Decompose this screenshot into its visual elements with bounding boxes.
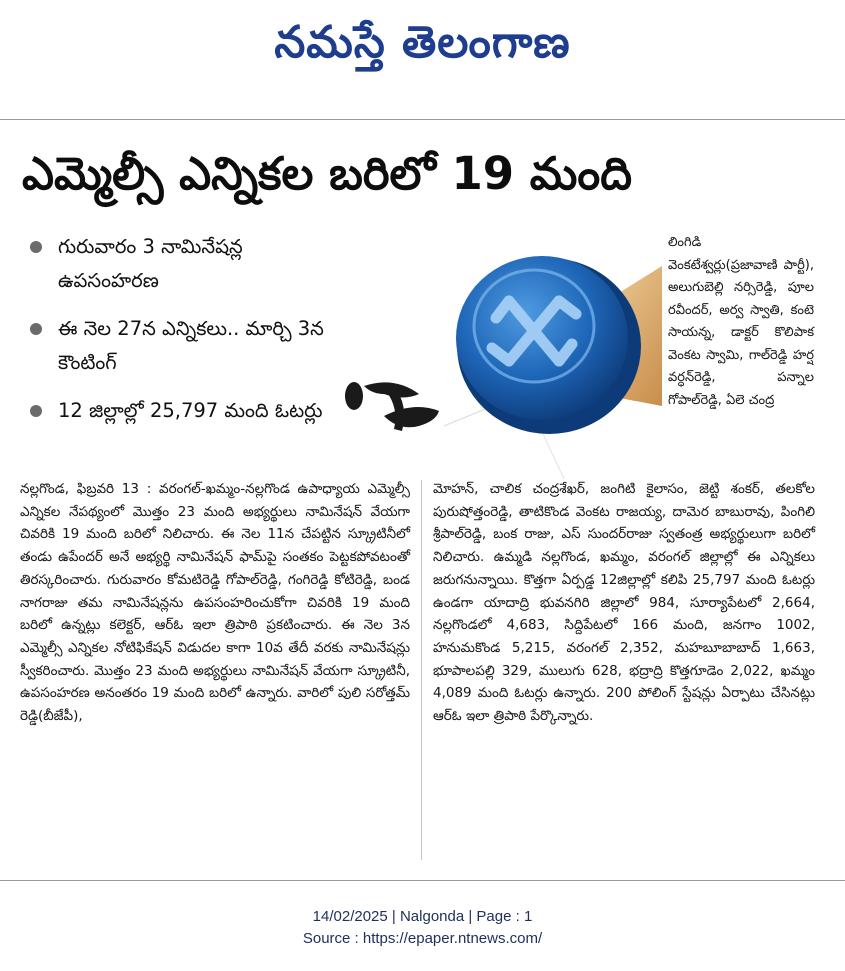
- highlight-text: 12 జిల్లాల్లో 25,797 మంది ఓటర్లు: [58, 399, 323, 422]
- footer-date-edition: 14/02/2025 | Nalgonda | Page : 1: [312, 908, 533, 925]
- masthead: [0, 0, 845, 86]
- ballot-stamp-photo: [324, 226, 662, 479]
- bullet-icon: [30, 323, 42, 335]
- page-footer: [0, 906, 845, 950]
- bullet-icon: [30, 405, 42, 417]
- highlight-text: ఈ నెల 27న ఎన్నికలు.. మార్చి 3న కౌంటింగ్: [58, 317, 324, 374]
- highlight-text: గురువారం 3 నామినేషన్ల ఉపసంహరణ: [58, 235, 243, 292]
- top-divider: [0, 119, 845, 120]
- article-column-left: నల్లగొండ, ఫిబ్రవరి 13 : వరంగల్‌-ఖమ్మం-నల్లగొండ ఉపాధ్యాయ ఎమ్మెల్సీ ఎన్నికల నేపథ్యంలో మొత్తం 23 మంది అభ్యర్థులు నామినేషన్ వేయగా చివరికి 19 మంది బరిలో నిలిచారు. ఈ నెల 11న చేపట్టిన స్క్రూటినీలో తండు ఉపేందర్ అనే అభ్యర్థి నామినేషన్ ఫామ్‌పై సంతకం పెట్టకపోవటంతో తిరస్కరించారు. గురువారం కోమటిరెడ్డి గోపాల్‌రెడ్డి, గంగిరెడ్డి కోటిరెడ్డి, బండ నాగరాజు తమ నామినేషన్లను ఉపసంహరించుకోగా చివరికి 19 మంది బరిలో ఉన్నట్లు కలెక్టర్, ఆర్‌ఓ ఇలా త్రిపాఠి ప్రకటించారు. ఈ నెల 3న ఎమ్మెల్సీ ఎన్నికల నోటిఫికేషన్ విడుదల కాగా 10వ తేదీ వరకు నామినేషన్లు స్వీకరించారు. మొత్తం 23 మంది అభ్యర్థులు నామినేషన్ వేయగా స్క్రూటినీ, ఉపసంహరణ అనంతరం 19 మంది బరిలో ఉన్నారు. వారిలో పులి సరోత్తమ్ రెడ్డి(బీజేపీ),: [20, 481, 410, 725]
- highlight-item: [26, 312, 326, 380]
- column-divider: [421, 480, 422, 860]
- bullet-icon: [30, 241, 42, 253]
- article-column-right-bottom: మోహన్, చాలిక చంద్రశేఖర్, జంగిటి కైలాసం, జెట్టి శంకర్, తలకోల పురుషోత్తంరెడ్డి, తాటికొండ వెంకట రాజయ్య, దామెర బాబురావు, పింగిలి శ్రీపాల్‌రెడ్డి, బంక రాజు, ఎస్ సుందర్‌రాజు స్వతంత్ర అభ్యర్థులుగా బరిలో నిలిచారు. ఉమ్మడి నల్లగొండ, ఖమ్మం, వరంగల్ జిల్లాల్లో ఈ ఎన్నికలు జరుగనున్నాయి. కొత్తగా ఏర్పడ్డ 12జిల్లాల్లో కలిపి 25,797 మంది ఓటర్లు ఉండగా యాదాద్రి భువనగిరి జిల్లాలో 984, సూర్యాపేటలో 2,664, నల్లగొండలో 4,683, సిద్దిపేటలో 166 మంది, జనగాం 1002, హనుమకొండ 5,215, వరంగల్ 2,352, మహబూబాబాద్ 1,663, భూపాలపల్లి 329, ములుగు 628, భద్రాద్రి కొత్తగూడెం 2,022, ఖమ్మం 4,089 మంది ఓటర్లు ఉన్నారు. 200 పోలింగ్ స్టేషన్లు ఏర్పాటు చేసినట్లు ఆర్‌ఓ ఇలా త్రిపాఠి పేర్కొన్నారు.: [433, 481, 815, 725]
- ballot-stamp-image: [324, 226, 662, 479]
- article-headline: ఎమ్మెల్సీ ఎన్నికల బరిలో 19 మంది: [22, 147, 632, 200]
- footer-source: Source : https://epaper.ntnews.com/: [302, 930, 543, 947]
- highlights-list: [26, 230, 326, 442]
- article-column-right-top: లింగిడి వెంకటేశ్వర్లు(ప్రజావాణి పార్టీ), అలుగుబెల్లి నర్సిరెడ్డి, పూల రవీందర్, అర్వ స్వాతి, కంటె సాయన్న, డాక్టర్ కొలిపాక వెంకట స్వామి, గాల్‌రెడ్డి హర్ష వర్ధన్‌రెడ్డి, పన్నాల గోపాల్‌రెడ్డి, ఏలె చంద్ర: [668, 235, 814, 408]
- bottom-divider: [0, 880, 845, 881]
- highlight-item: [26, 394, 326, 428]
- highlight-item: [26, 230, 326, 298]
- newspaper-logo: నమస్తే తెలంగాణ: [274, 17, 571, 68]
